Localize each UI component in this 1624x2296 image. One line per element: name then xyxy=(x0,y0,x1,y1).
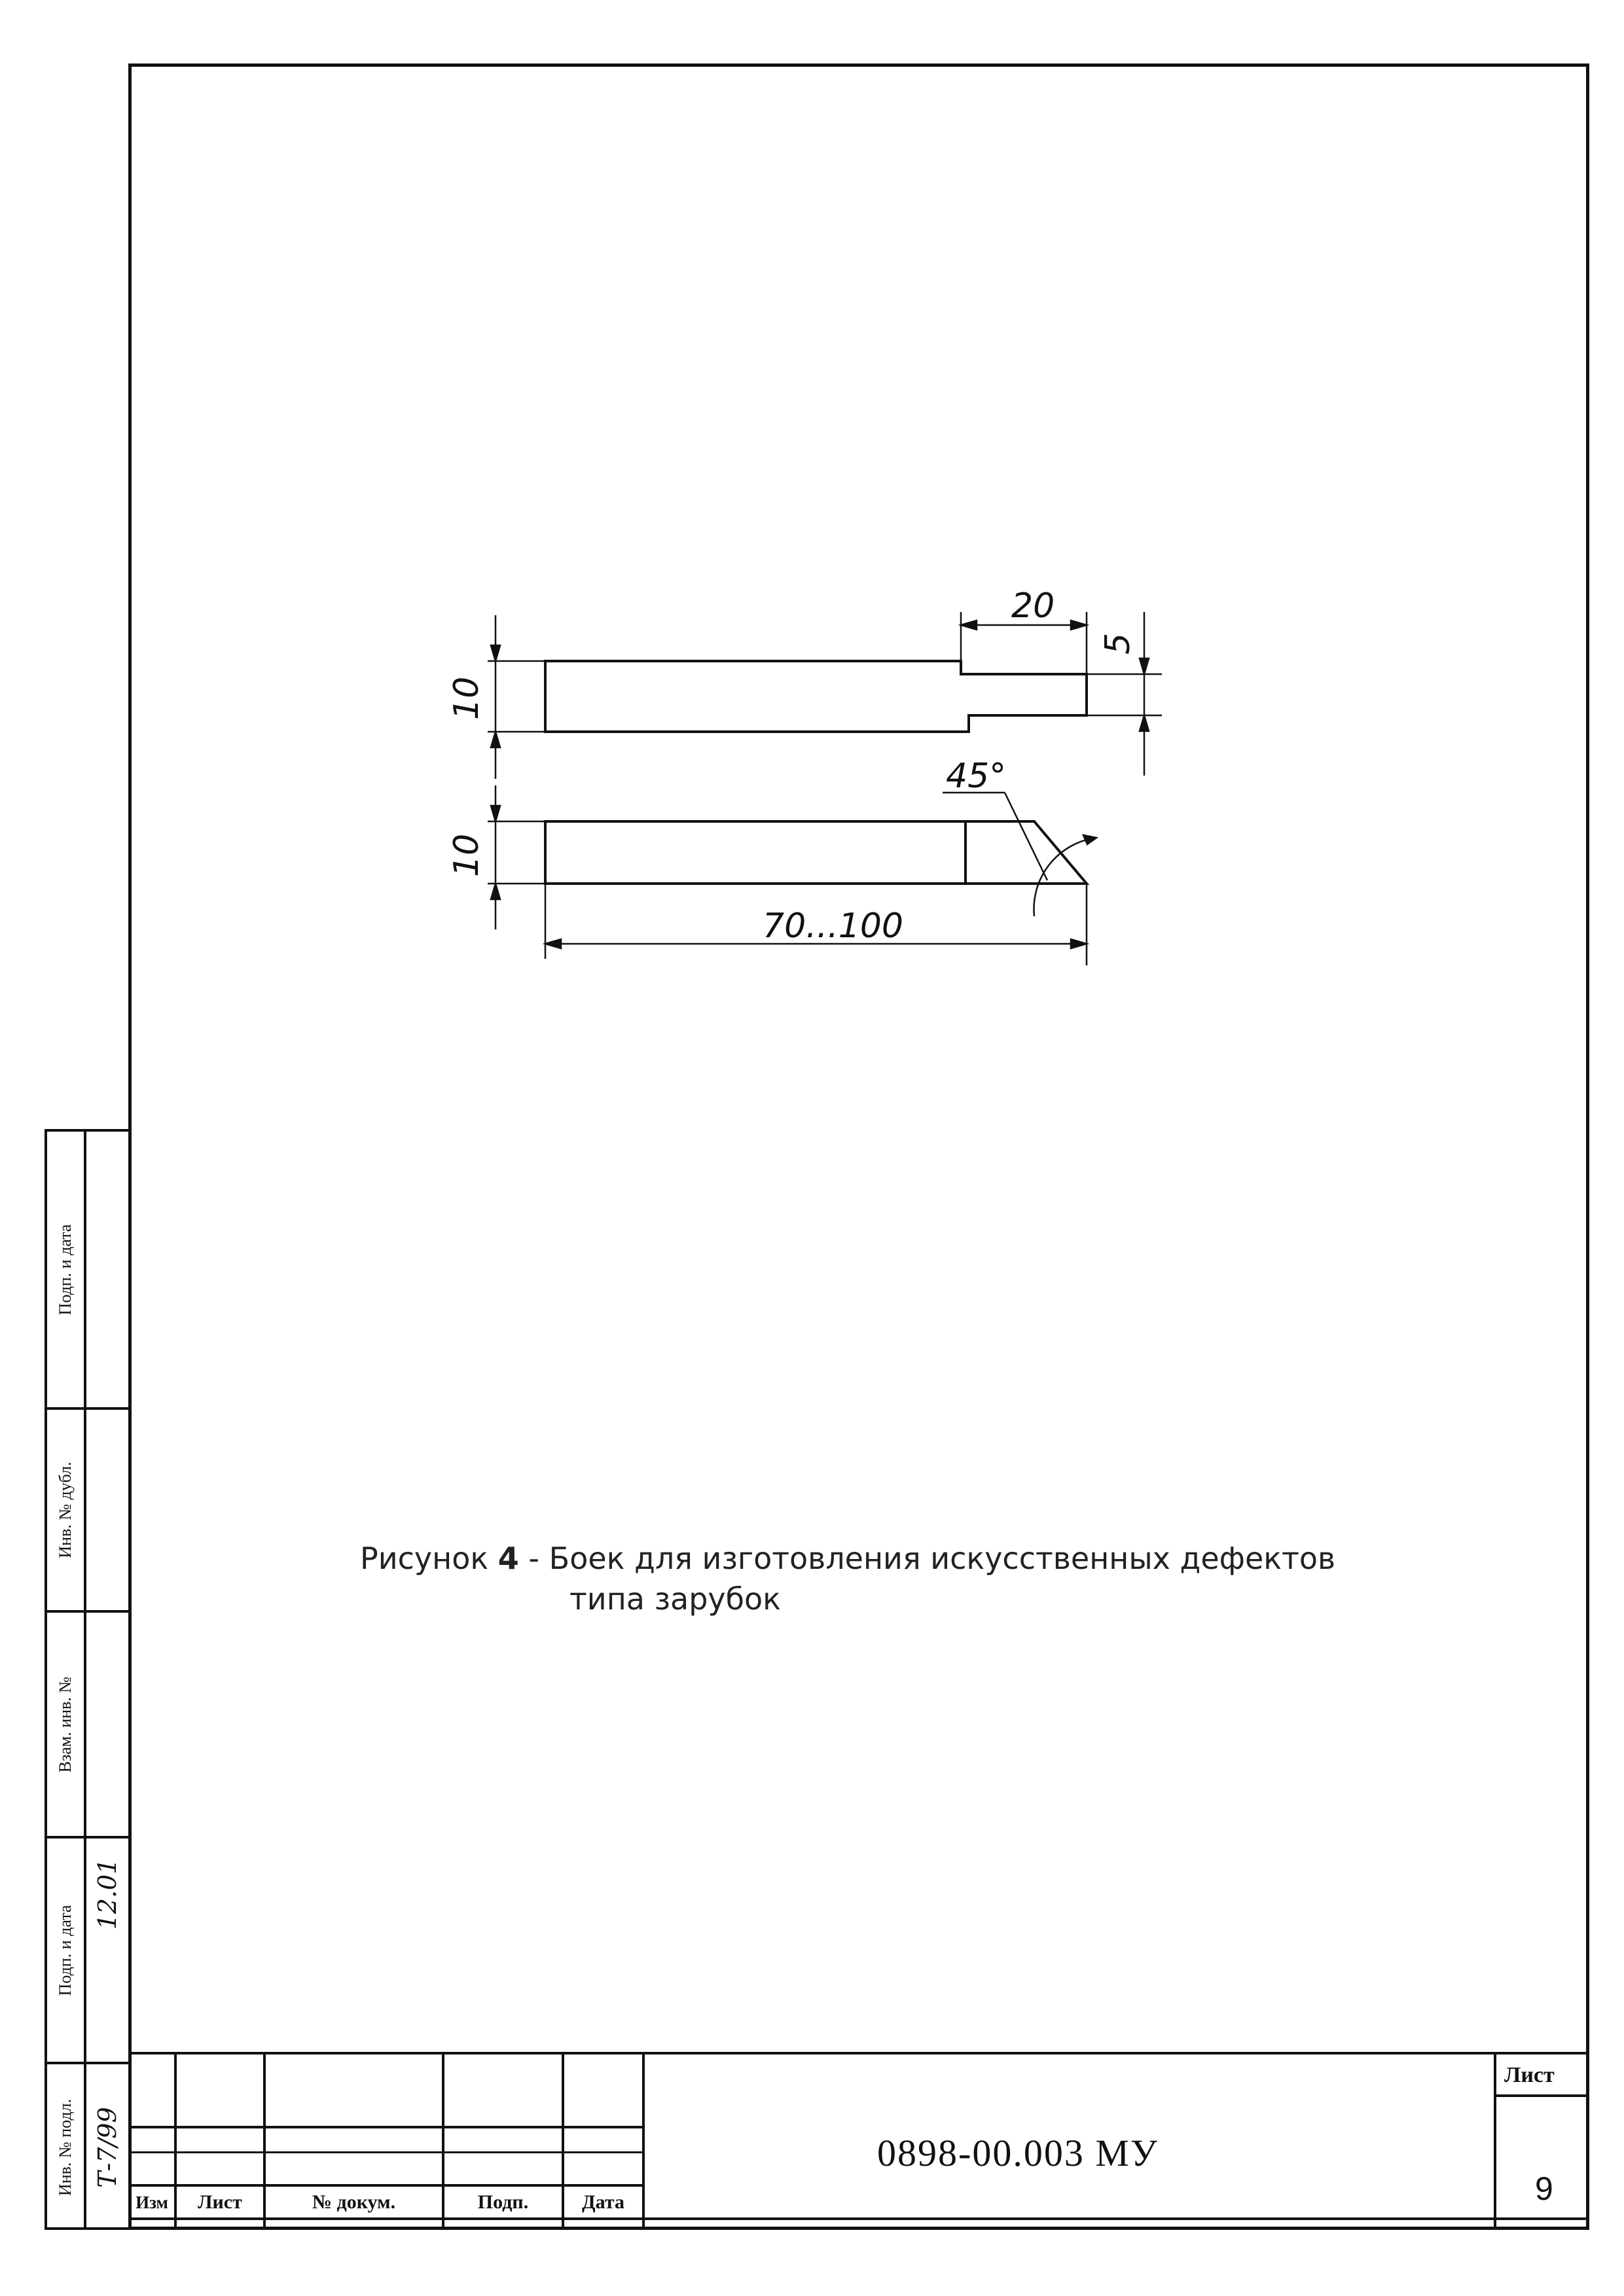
dim-20-label: 20 xyxy=(1011,586,1055,626)
side-label-cell xyxy=(47,1410,84,1613)
side-stamp xyxy=(45,1129,128,2230)
side-label-cell xyxy=(47,2064,84,2230)
side-label: Инв. № дубл. xyxy=(56,1462,75,1558)
dim-45-label: 45° xyxy=(946,757,1007,796)
side-value-cell xyxy=(86,1613,128,1839)
caption-prefix: Рисунок xyxy=(360,1541,489,1576)
top-view-outline xyxy=(545,661,1087,732)
caption-text: - Боек для изготовления искусственных дефектов xyxy=(528,1541,1336,1576)
side-label-cell xyxy=(47,1132,84,1410)
side-value-cell xyxy=(86,1410,128,1613)
col-header-sheet: Лист xyxy=(198,2191,242,2213)
top-dimensions xyxy=(488,612,1162,779)
sheet-number: 9 xyxy=(1535,2170,1553,2207)
col-header-date: Дата xyxy=(582,2191,624,2213)
col-header-doc: № докум. xyxy=(312,2191,396,2213)
side-value-cell xyxy=(86,2064,128,2230)
side-label-cell xyxy=(47,1613,84,1839)
side-view xyxy=(545,821,1087,884)
dim-10-top-label: 10 xyxy=(447,676,486,720)
figure-caption xyxy=(360,1538,1335,1619)
side-value-cell xyxy=(86,1132,128,1410)
side-label: Подп. и дата xyxy=(56,1905,75,1996)
side-label: Инв. № подл. xyxy=(56,2098,75,2196)
caption-number: 4 xyxy=(497,1541,519,1576)
side-stamp-values xyxy=(86,1132,128,2227)
dim-10-bottom-label: 10 xyxy=(447,833,486,877)
document-number: 0898-00.003 МУ xyxy=(877,2132,1159,2174)
top-view xyxy=(545,661,1087,732)
side-label: Подп. и дата xyxy=(56,1224,75,1315)
dimension-labels xyxy=(447,586,1138,946)
sheet-label: Лист xyxy=(1504,2063,1555,2087)
side-label: Взам. инв. № xyxy=(56,1676,75,1772)
col-header-change: Изм xyxy=(135,2193,168,2212)
side-value-inventory: Т-7/99 xyxy=(93,2106,122,2188)
dim-length-label: 70...100 xyxy=(763,906,904,946)
dim-5-label: 5 xyxy=(1098,632,1138,655)
caption-line-1 xyxy=(360,1538,1335,1579)
side-stamp-labels xyxy=(47,1132,86,2227)
col-header-sign: Подп. xyxy=(477,2191,529,2213)
side-value-date: 12.01 xyxy=(93,1858,122,1930)
side-label-cell xyxy=(47,1839,84,2064)
side-value-cell xyxy=(86,1839,128,2064)
side-view-outline xyxy=(545,821,1087,884)
caption-line-2: типа зарубок xyxy=(569,1581,781,1617)
